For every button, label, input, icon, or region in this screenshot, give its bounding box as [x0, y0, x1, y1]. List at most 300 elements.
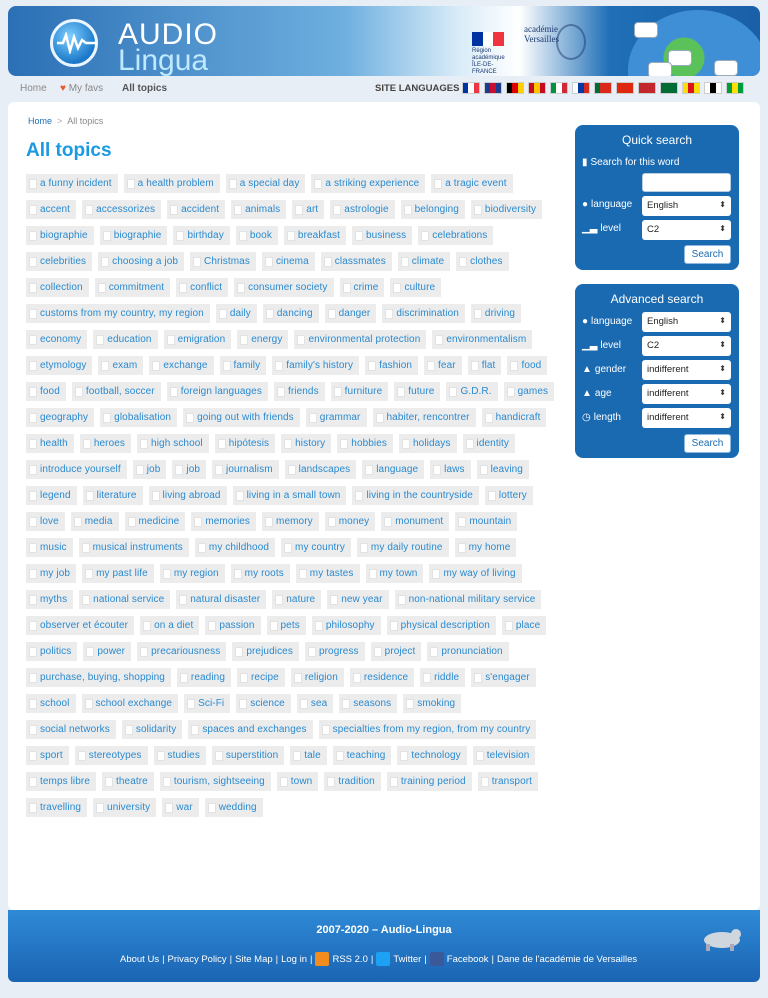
- topic-tag[interactable]: [176, 590, 266, 609]
- topic-tag[interactable]: [26, 460, 127, 479]
- topic-label: passion: [219, 620, 255, 631]
- topic-tag[interactable]: [26, 434, 74, 453]
- topic-tag[interactable]: [26, 720, 116, 739]
- topic-tag[interactable]: [272, 590, 321, 609]
- flag-de-icon[interactable]: [506, 82, 524, 94]
- topic-tag[interactable]: [122, 720, 182, 739]
- sitemap-link[interactable]: Site Map: [235, 953, 273, 965]
- topic-tag[interactable]: [446, 382, 497, 401]
- adv-level-select[interactable]: [642, 336, 731, 356]
- topic-tag[interactable]: [26, 382, 66, 401]
- tag-icon: [86, 647, 94, 657]
- tag-icon: [265, 257, 273, 267]
- topic-tag[interactable]: [294, 330, 426, 349]
- topic-tag[interactable]: [366, 564, 424, 583]
- topic-tag[interactable]: [262, 252, 315, 271]
- topic-tag[interactable]: [191, 512, 256, 531]
- tag-icon: [140, 647, 148, 657]
- topic-tag[interactable]: [26, 590, 73, 609]
- advanced-search-button[interactable]: Search: [684, 434, 731, 453]
- tag-icon: [449, 387, 457, 397]
- topic-tag[interactable]: [418, 226, 493, 245]
- topic-tag[interactable]: [455, 538, 517, 557]
- tag-icon: [287, 231, 295, 241]
- topic-tag[interactable]: [26, 642, 77, 661]
- topic-tag[interactable]: [382, 304, 465, 323]
- flag-br-icon[interactable]: [726, 82, 744, 94]
- topic-tag[interactable]: [285, 460, 357, 479]
- topic-tag[interactable]: [311, 174, 425, 193]
- flag-ru-icon[interactable]: [572, 82, 590, 94]
- topic-tag[interactable]: [100, 408, 177, 427]
- select-arrows-icon: ⬍: [719, 200, 726, 209]
- topic-tag[interactable]: [176, 278, 228, 297]
- topic-label: astrologie: [344, 204, 389, 215]
- logo-audio-text[interactable]: AUDIO: [118, 18, 219, 51]
- topic-tag[interactable]: [125, 512, 186, 531]
- tag-icon: [510, 361, 518, 371]
- topic-tag[interactable]: [365, 356, 418, 375]
- topic-tag[interactable]: [216, 304, 257, 323]
- topic-tag[interactable]: [26, 174, 118, 193]
- tag-icon: [390, 621, 398, 631]
- tag-icon: [29, 361, 37, 371]
- topic-tag[interactable]: [188, 720, 312, 739]
- breadcrumb: Home > All topics: [28, 116, 104, 126]
- select-arrows-icon: ⬍: [719, 364, 726, 373]
- search-word-input[interactable]: [642, 173, 731, 192]
- topic-label: celebrations: [432, 230, 488, 241]
- topic-tag[interactable]: [26, 746, 69, 765]
- topic-label: pets: [280, 620, 300, 631]
- audio-lingua-logo-icon[interactable]: [50, 19, 98, 67]
- advanced-search-title: Advanced search: [610, 292, 704, 306]
- twitter-link[interactable]: Twitter: [393, 953, 422, 965]
- topic-tag[interactable]: [215, 434, 275, 453]
- level-select[interactable]: [642, 220, 731, 240]
- tag-icon: [208, 803, 216, 813]
- breadcrumb-home-link[interactable]: Home: [28, 116, 53, 126]
- tag-icon: [140, 439, 148, 449]
- tag-icon: [234, 205, 242, 215]
- topic-tag[interactable]: [26, 330, 87, 349]
- topic-tag[interactable]: [160, 772, 271, 791]
- tag-icon: [239, 699, 247, 709]
- tag-icon: [401, 257, 409, 267]
- topic-tag[interactable]: [232, 642, 299, 661]
- topic-tag[interactable]: [330, 200, 394, 219]
- topic-tag[interactable]: [190, 252, 256, 271]
- flag-co-icon[interactable]: [704, 82, 722, 94]
- select-arrows-icon: ⬍: [719, 316, 726, 325]
- topic-tag[interactable]: [292, 200, 324, 219]
- topic-label: family: [233, 360, 261, 371]
- topic-tag[interactable]: [133, 460, 167, 479]
- topic-tag[interactable]: [427, 642, 508, 661]
- rss-icon[interactable]: [315, 952, 329, 966]
- topic-tag[interactable]: [424, 356, 462, 375]
- login-link[interactable]: Log in: [281, 953, 307, 965]
- topic-tag[interactable]: [160, 564, 225, 583]
- topic-tag[interactable]: [71, 512, 119, 531]
- length-select[interactable]: [642, 408, 731, 428]
- topic-tag[interactable]: [26, 278, 89, 297]
- topic-tag[interactable]: [167, 200, 225, 219]
- topic-tag[interactable]: [26, 356, 92, 375]
- topic-tag[interactable]: [102, 772, 154, 791]
- topic-tag[interactable]: [401, 200, 465, 219]
- topic-tag[interactable]: [362, 460, 424, 479]
- topic-tag[interactable]: [390, 278, 441, 297]
- topic-tag[interactable]: [226, 174, 306, 193]
- topic-tag[interactable]: [79, 538, 189, 557]
- topic-tag[interactable]: [26, 200, 76, 219]
- topic-tag[interactable]: [162, 798, 198, 817]
- topic-tag[interactable]: [274, 382, 325, 401]
- topic-tag[interactable]: [321, 252, 392, 271]
- topic-tag[interactable]: [471, 668, 536, 687]
- topic-tag[interactable]: [305, 642, 365, 661]
- gender-select[interactable]: [642, 360, 731, 380]
- nav-favs-link[interactable]: [60, 83, 103, 94]
- topic-tag[interactable]: [482, 408, 547, 427]
- nav-topics-link[interactable]: All topics: [122, 83, 168, 94]
- tag-icon: [385, 309, 393, 319]
- topic-label: accent: [40, 204, 71, 215]
- topic-tag[interactable]: [237, 668, 285, 687]
- tag-icon: [136, 465, 144, 475]
- topic-label: book: [249, 230, 272, 241]
- age-select[interactable]: [642, 384, 731, 404]
- topic-tag[interactable]: [79, 590, 170, 609]
- facebook-link[interactable]: Facebook: [446, 953, 489, 965]
- tag-icon: [127, 179, 135, 189]
- topic-tag[interactable]: [290, 746, 327, 765]
- topic-tag[interactable]: [75, 746, 148, 765]
- topic-tag[interactable]: [394, 382, 440, 401]
- flag-uk-icon[interactable]: [484, 82, 502, 94]
- topic-tag[interactable]: [478, 772, 538, 791]
- topic-label: a tragic event: [445, 178, 507, 189]
- tag-icon: [86, 491, 94, 501]
- flag-ca-icon[interactable]: [682, 82, 700, 94]
- topic-tag[interactable]: [431, 174, 512, 193]
- topic-tag[interactable]: [98, 252, 184, 271]
- select-arrows-icon: ⬍: [719, 224, 726, 233]
- topic-tag[interactable]: [177, 668, 231, 687]
- topic-tag[interactable]: [82, 200, 161, 219]
- tag-icon: [334, 387, 342, 397]
- twitter-icon[interactable]: [376, 952, 390, 966]
- topic-tag[interactable]: [234, 278, 333, 297]
- topic-tag[interactable]: [296, 564, 360, 583]
- topic-tag[interactable]: [100, 226, 168, 245]
- topic-tag[interactable]: [262, 512, 319, 531]
- flag-es-icon[interactable]: [528, 82, 546, 94]
- tag-icon: [308, 647, 316, 657]
- topic-tag[interactable]: [430, 460, 470, 479]
- topic-label: medicine: [138, 516, 180, 527]
- topic-tag[interactable]: [83, 642, 131, 661]
- topic-label: pronunciation: [441, 646, 503, 657]
- topic-label: job: [146, 464, 161, 475]
- topic-tag[interactable]: [137, 642, 226, 661]
- topic-tag[interactable]: [272, 356, 359, 375]
- topic-tag[interactable]: [82, 694, 179, 713]
- topic-label: fear: [438, 360, 456, 371]
- dane-link[interactable]: Dane de l'académie de Versailles: [496, 953, 638, 965]
- tag-icon: [105, 777, 113, 787]
- topic-tag[interactable]: [297, 694, 333, 713]
- topic-tag[interactable]: [456, 252, 508, 271]
- topic-tag[interactable]: [26, 408, 94, 427]
- topic-tag[interactable]: [231, 200, 286, 219]
- topic-tag[interactable]: [237, 330, 288, 349]
- topic-label: games: [517, 386, 549, 397]
- topic-tag[interactable]: [220, 356, 267, 375]
- topic-tag[interactable]: [281, 538, 351, 557]
- topic-tag[interactable]: [463, 434, 516, 453]
- topic-tag[interactable]: [502, 616, 546, 635]
- topic-tag[interactable]: [26, 772, 96, 791]
- topic-tag[interactable]: [471, 304, 521, 323]
- topic-tag[interactable]: [485, 486, 533, 505]
- tag-icon: [215, 751, 223, 761]
- topic-tag[interactable]: [473, 746, 536, 765]
- topic-label: sport: [40, 750, 63, 761]
- topic-tag[interactable]: [327, 590, 388, 609]
- topic-tag[interactable]: [357, 538, 449, 557]
- topic-label: accessorizes: [96, 204, 156, 215]
- topic-label: politics: [40, 646, 72, 657]
- topic-tag[interactable]: [352, 226, 412, 245]
- topic-tag[interactable]: [26, 304, 210, 323]
- tag-icon: [340, 439, 348, 449]
- topic-tag[interactable]: [291, 668, 344, 687]
- flag-sa-icon[interactable]: [660, 82, 678, 94]
- topic-tag[interactable]: [504, 382, 555, 401]
- topic-tag[interactable]: [26, 226, 94, 245]
- language-select[interactable]: [642, 196, 731, 216]
- topic-label: school exchange: [95, 698, 173, 709]
- privacy-link[interactable]: Privacy Policy: [167, 953, 227, 965]
- topic-tag[interactable]: [26, 798, 87, 817]
- topic-tag[interactable]: [26, 694, 76, 713]
- topic-label: hipótesis: [228, 438, 270, 449]
- topic-tag[interactable]: [339, 694, 397, 713]
- topic-tag[interactable]: [140, 616, 199, 635]
- topic-tag[interactable]: [205, 616, 260, 635]
- topic-tag[interactable]: [373, 408, 476, 427]
- topic-label: my roots: [244, 568, 284, 579]
- topic-label: celebrities: [40, 256, 87, 267]
- topic-tag[interactable]: [319, 720, 537, 739]
- flag-ar-icon[interactable]: [638, 82, 656, 94]
- topic-label: etymology: [40, 360, 87, 371]
- logo-lingua-text[interactable]: Lingua: [118, 44, 209, 76]
- topic-label: energy: [251, 334, 283, 345]
- topic-tag[interactable]: [429, 564, 521, 583]
- tag-icon: [101, 257, 109, 267]
- topic-label: going out with friends: [197, 412, 294, 423]
- topic-tag[interactable]: [164, 330, 232, 349]
- topic-tag[interactable]: [267, 616, 306, 635]
- topic-label: dancing: [276, 308, 313, 319]
- topic-label: danger: [338, 308, 371, 319]
- topic-tag[interactable]: [397, 746, 466, 765]
- topic-tag[interactable]: [26, 564, 76, 583]
- topic-tag[interactable]: [432, 330, 532, 349]
- tag-icon: [152, 491, 160, 501]
- tag-icon: [369, 569, 377, 579]
- topic-tag[interactable]: [387, 772, 472, 791]
- topic-label: my way of living: [443, 568, 516, 579]
- topic-label: animals: [245, 204, 281, 215]
- tag-icon: [466, 439, 474, 449]
- topic-tag[interactable]: [195, 538, 275, 557]
- topic-tag[interactable]: [93, 330, 157, 349]
- topic-tag[interactable]: [312, 616, 381, 635]
- topic-tag[interactable]: [325, 512, 376, 531]
- topic-tag[interactable]: [371, 642, 422, 661]
- topic-tag[interactable]: [26, 486, 77, 505]
- topic-tag[interactable]: [137, 434, 209, 453]
- flag-pt-icon[interactable]: [594, 82, 612, 94]
- topic-tag[interactable]: [381, 512, 449, 531]
- topic-label: job: [186, 464, 201, 475]
- topic-tag[interactable]: [507, 356, 547, 375]
- topic-label: grammar: [319, 412, 361, 423]
- topic-tag[interactable]: [395, 590, 542, 609]
- rss-link[interactable]: RSS 2.0: [332, 953, 368, 965]
- flag-fr-icon[interactable]: [462, 82, 480, 94]
- topic-tag[interactable]: [403, 694, 461, 713]
- topic-label: introduce yourself: [40, 464, 121, 475]
- topic-tag[interactable]: [263, 304, 319, 323]
- topic-tag[interactable]: [212, 460, 279, 479]
- topic-tag[interactable]: [350, 668, 414, 687]
- flag-cn-icon[interactable]: [616, 82, 634, 94]
- topic-tag[interactable]: [325, 304, 377, 323]
- topic-tag[interactable]: [337, 434, 393, 453]
- topic-tag[interactable]: [26, 252, 92, 271]
- topic-label: a striking experience: [325, 178, 420, 189]
- tag-icon: [353, 673, 361, 683]
- tag-icon: [309, 413, 317, 423]
- topic-tag[interactable]: [284, 226, 346, 245]
- topic-label: musical instruments: [92, 542, 183, 553]
- tag-icon: [165, 803, 173, 813]
- language-value: English: [647, 200, 679, 211]
- topic-tag[interactable]: [233, 486, 347, 505]
- topic-tag[interactable]: [95, 278, 170, 297]
- nav-home-link[interactable]: Home: [20, 83, 47, 94]
- topic-tag[interactable]: [172, 460, 206, 479]
- topic-tag[interactable]: [149, 356, 213, 375]
- topic-tag[interactable]: [420, 668, 465, 687]
- topic-tag[interactable]: [72, 382, 161, 401]
- topic-label: national service: [93, 594, 165, 605]
- topic-tag[interactable]: [98, 356, 143, 375]
- tag-icon: [365, 465, 373, 475]
- topic-tag[interactable]: [331, 382, 389, 401]
- topic-tag[interactable]: [324, 772, 380, 791]
- topic-tag[interactable]: [80, 434, 131, 453]
- topic-label: a special day: [239, 178, 300, 189]
- topic-tag[interactable]: [477, 460, 529, 479]
- facebook-icon[interactable]: [430, 952, 444, 966]
- topic-tag[interactable]: [26, 668, 171, 687]
- topic-tag[interactable]: [205, 798, 263, 817]
- tag-icon: [481, 777, 489, 787]
- quick-search-button[interactable]: Search: [684, 245, 731, 264]
- topic-tag[interactable]: [167, 382, 268, 401]
- topic-tag[interactable]: [93, 798, 156, 817]
- topic-tag[interactable]: [306, 408, 367, 427]
- topic-tag[interactable]: [149, 486, 227, 505]
- topic-label: stereotypes: [88, 750, 142, 761]
- topic-tag[interactable]: [26, 538, 73, 557]
- topic-tag[interactable]: [231, 564, 290, 583]
- tag-icon: [471, 361, 479, 371]
- topic-label: geography: [40, 412, 89, 423]
- topic-tag[interactable]: [173, 226, 229, 245]
- topic-label: memories: [205, 516, 251, 527]
- topic-tag[interactable]: [236, 226, 278, 245]
- about-link[interactable]: About Us: [120, 953, 160, 965]
- topic-tag[interactable]: [352, 486, 478, 505]
- topic-tag[interactable]: [387, 616, 496, 635]
- adv-language-select[interactable]: [642, 312, 731, 332]
- topic-tag[interactable]: [236, 694, 291, 713]
- topic-tag[interactable]: [184, 694, 230, 713]
- topic-tag[interactable]: [399, 434, 457, 453]
- topic-tag[interactable]: [468, 356, 502, 375]
- topic-tag[interactable]: [212, 746, 284, 765]
- tag-icon: [29, 543, 37, 553]
- topic-tag[interactable]: [124, 174, 220, 193]
- topic-label: health: [40, 438, 68, 449]
- tag-icon: [29, 673, 37, 683]
- topic-tag[interactable]: [26, 512, 65, 531]
- age-label: age: [594, 388, 612, 399]
- site-header: [8, 6, 760, 76]
- topic-tag[interactable]: [455, 512, 517, 531]
- main-content: [8, 102, 760, 910]
- topic-tag[interactable]: [26, 616, 134, 635]
- topic-tag[interactable]: [281, 434, 331, 453]
- region-academique-logo[interactable]: [472, 32, 512, 76]
- topic-label: business: [365, 230, 407, 241]
- topic-label: new year: [341, 594, 383, 605]
- topic-tag[interactable]: [340, 278, 385, 297]
- topic-tag[interactable]: [333, 746, 392, 765]
- topic-tag[interactable]: [471, 200, 542, 219]
- topic-tag[interactable]: [154, 746, 206, 765]
- flag-it-icon[interactable]: [550, 82, 568, 94]
- topic-tag[interactable]: [83, 486, 143, 505]
- top-nav: [0, 80, 768, 98]
- clock-icon: ◷: [582, 412, 591, 423]
- topic-tag[interactable]: [183, 408, 300, 427]
- topic-label: clothes: [470, 256, 503, 267]
- topic-tag[interactable]: [398, 252, 450, 271]
- length-value: indifferent: [647, 412, 689, 423]
- topic-tag[interactable]: [82, 564, 154, 583]
- tag-icon: [393, 283, 401, 293]
- topic-tag[interactable]: [277, 772, 319, 791]
- topic-label: nature: [286, 594, 316, 605]
